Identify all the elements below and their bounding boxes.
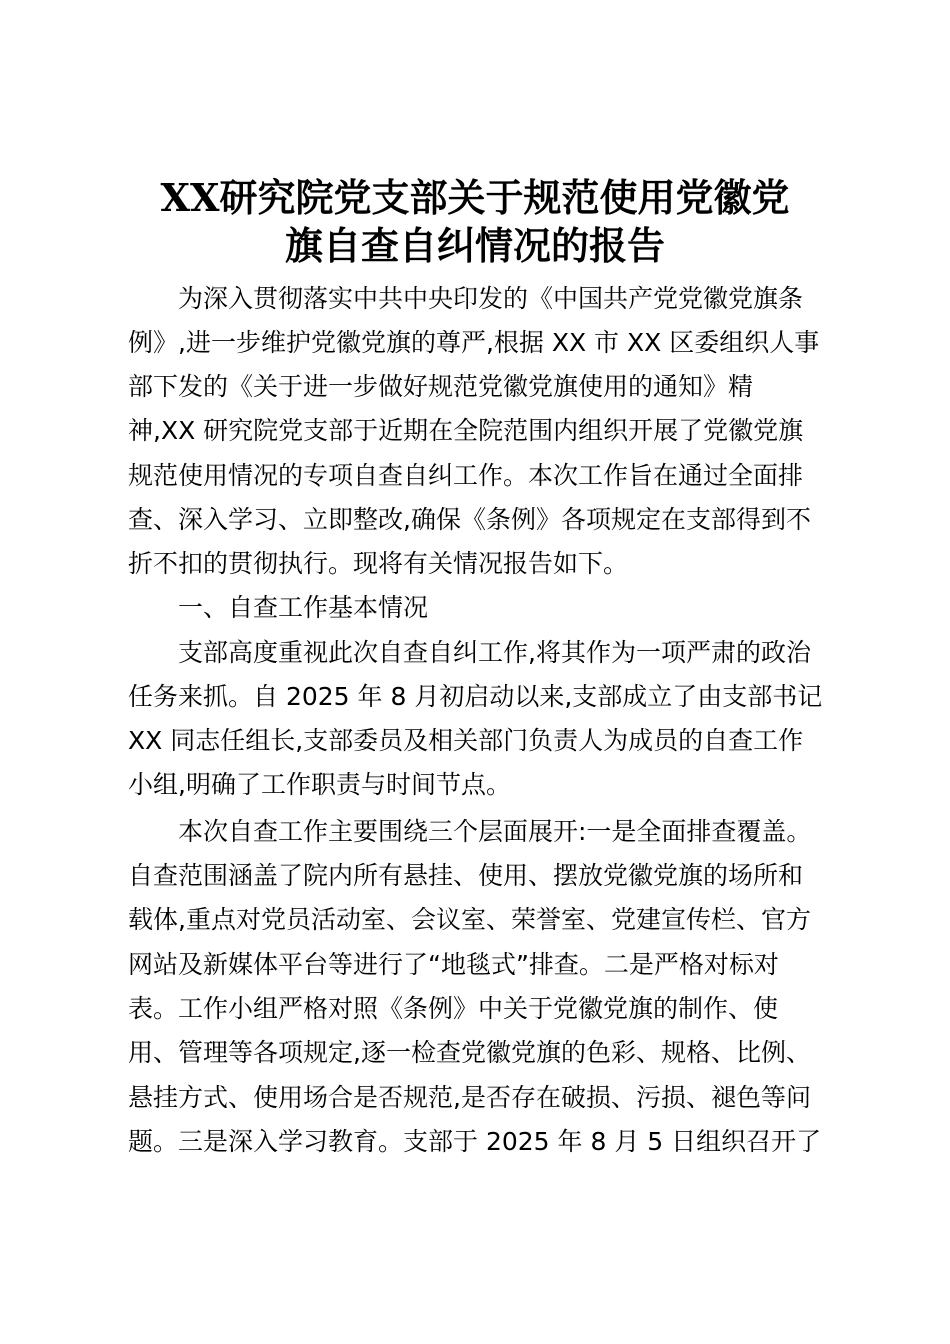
section-heading: 一、自查工作基本情况 bbox=[178, 593, 429, 622]
paragraph-line: 悬挂方式、使用场合是否规范,是否存在破损、污损、褪色等问 bbox=[128, 1083, 811, 1112]
paragraph-line: 规范使用情况的专项自查自纠工作。本次工作旨在通过全面排 bbox=[128, 461, 804, 490]
document-title-line-1: XX研究院党支部关于规范使用党徽党 bbox=[160, 175, 790, 220]
paragraph-line: 部下发的《关于进一步做好规范党徽党旗使用的通知》精 bbox=[128, 372, 754, 401]
paragraph-line: 表。工作小组严格对照《条例》中关于党徽党旗的制作、使 bbox=[128, 994, 779, 1023]
paragraph-line: 题。三是深入学习教育。支部于 2025 年 8 月 5 日组织召开了 bbox=[128, 1127, 822, 1156]
paragraph-line: 折不扣的贯彻执行。现将有关情况报告如下。 bbox=[128, 549, 629, 578]
paragraph-line: 自查范围涵盖了院内所有悬挂、使用、摆放党徽党旗的场所和 bbox=[128, 861, 804, 890]
paragraph-line: XX 同志任组长,支部委员及相关部门负责人为成员的自查工作 bbox=[128, 726, 804, 755]
paragraph-line: 为深入贯彻落实中共中央印发的《中国共产党党徽党旗条 bbox=[178, 284, 804, 313]
paragraph-line: 本次自查工作主要围绕三个层面展开:一是全面排查覆盖。 bbox=[178, 817, 812, 846]
paragraph-line: 载体,重点对党员活动室、会议室、荣誉室、党建宣传栏、官方 bbox=[128, 905, 811, 934]
paragraph-line: 任务来抓。自 2025 年 8 月初启动以来,支部成立了由支部书记 bbox=[128, 682, 823, 711]
paragraph-line: 用、管理等各项规定,逐一检查党徽党旗的色彩、规格、比例、 bbox=[128, 1038, 811, 1067]
paragraph-line: 神,XX 研究院党支部于近期在全院范围内组织开展了党徽党旗 bbox=[128, 416, 804, 445]
paragraph-line: 网站及新媒体平台等进行了“地毯式”排查。二是严格对标对 bbox=[128, 950, 779, 979]
paragraph-line: 查、深入学习、立即整改,确保《条例》各项规定在支部得到不 bbox=[128, 505, 811, 534]
paragraph-line: 支部高度重视此次自查自纠工作,将其作为一项严肃的政治 bbox=[178, 638, 811, 667]
paragraph-line: 例》,进一步维护党徽党旗的尊严,根据 XX 市 XX 区委组织人事 bbox=[128, 328, 820, 357]
paragraph-line: 小组,明确了工作职责与时间节点。 bbox=[128, 770, 511, 799]
document-title-line-2: 旗自查自纠情况的报告 bbox=[284, 223, 665, 268]
